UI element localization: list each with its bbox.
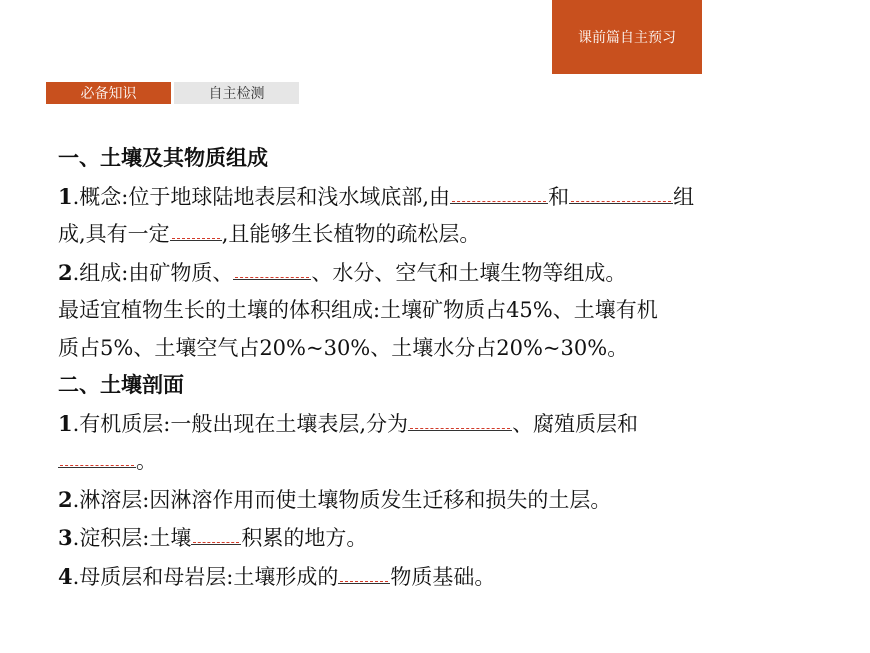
para-leaching-layer	[58, 481, 818, 520]
para-organic-layer	[58, 405, 818, 444]
text: 。	[136, 449, 157, 473]
text: .概念:位于地球陆地表层和浅水域底部,由	[72, 184, 451, 209]
text: ,且能够生长植物的疏松层。	[221, 222, 481, 246]
para-volume-1: 最适宜植物生长的土壤的体积组成:土壤矿物质占45%、土壤有机	[58, 298, 658, 322]
answer-blank[interactable]	[569, 185, 673, 204]
text: 成,具有一定	[58, 222, 170, 246]
para-deposition-layer	[58, 519, 818, 558]
text: 组	[673, 184, 695, 209]
text: 积累的地方。	[241, 526, 368, 550]
answer-blank[interactable]	[450, 185, 548, 204]
text: 和	[548, 184, 570, 209]
text: .母质层和母岩层:土壤形成的	[72, 564, 339, 589]
text: .淀积层:土壤	[72, 526, 192, 550]
lesson-content	[58, 140, 818, 596]
text: 、腐殖质层和	[512, 411, 639, 436]
answer-blank[interactable]	[191, 526, 241, 545]
heading-soil-profile: 二、土壤剖面	[58, 373, 184, 397]
tab-self-test[interactable]: 自主检测	[174, 82, 299, 104]
para-concept-cont	[58, 216, 818, 254]
answer-blank[interactable]	[58, 449, 136, 468]
answer-blank[interactable]	[233, 261, 311, 280]
para-parent-material	[58, 558, 818, 597]
item-number: 1	[58, 410, 73, 436]
item-number: 2	[58, 486, 73, 512]
para-concept	[58, 178, 818, 217]
item-number: 4	[58, 563, 73, 589]
section-tab[interactable]: 课前篇自主预习	[552, 0, 702, 74]
para-organic-layer-cont	[58, 443, 818, 481]
answer-blank[interactable]	[170, 222, 222, 241]
text: 物质基础。	[390, 564, 496, 589]
text: 、水分、空气和土壤生物等组成。	[311, 260, 627, 285]
tab-essential-knowledge[interactable]: 必备知识	[46, 82, 171, 104]
item-number: 1	[58, 183, 73, 209]
para-volume-2: 质占5%、土壤空气占20%~30%、土壤水分占20%~30%。	[58, 335, 629, 360]
item-number: 3	[58, 525, 73, 550]
text: .有机质层:一般出现在土壤表层,分为	[72, 411, 409, 436]
tab-bar	[46, 82, 299, 104]
text: .组成:由矿物质、	[72, 260, 234, 285]
heading-soil-composition: 一、土壤及其物质组成	[58, 146, 268, 170]
answer-blank[interactable]	[338, 565, 390, 584]
text: .淋溶层:因淋溶作用而使土壤物质发生迁移和损失的土层。	[72, 487, 612, 512]
item-number: 2	[58, 259, 73, 285]
answer-blank[interactable]	[408, 412, 512, 431]
para-composition	[58, 254, 818, 293]
